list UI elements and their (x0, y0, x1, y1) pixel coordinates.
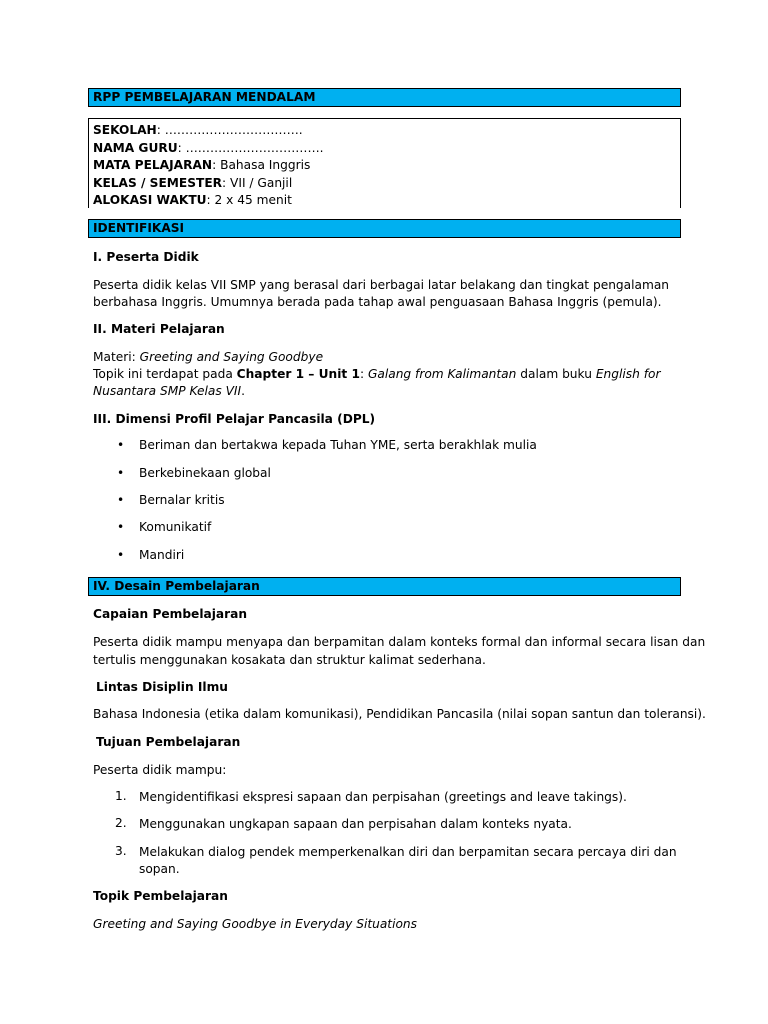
identifikasi-bar (88, 219, 681, 238)
bullet: • (117, 520, 125, 534)
lintas-disiplin-heading: Lintas Disiplin Ilmu (96, 680, 228, 694)
list-number: 1. (115, 789, 127, 803)
capaian-heading: Capaian Pembelajaran (93, 607, 248, 621)
list-item: Bernalar kritis (139, 493, 225, 507)
topik-pembelajaran-heading: Topik Pembelajaran (93, 889, 228, 903)
section-heading-dpl: III. Dimensi Profil Pelajar Pancasila (DPL) (93, 412, 376, 426)
lintas-disiplin-text: Bahasa Indonesia (etika dalam komunikasi), Pendidikan Pancasila (nilai sopan santun dan toleransi). (93, 707, 706, 721)
topik-line-2: Nusantara SMP Kelas VII. (93, 384, 245, 398)
bullet: • (117, 493, 125, 507)
title-bar (88, 88, 681, 107)
bullet: • (117, 548, 125, 562)
tujuan-heading: Tujuan Pembelajaran (96, 735, 241, 749)
peserta-didik-line-2: berbahasa Inggris. Umumnya berada pada tahap awal penguasaan Bahasa Inggris (pemula). (93, 295, 662, 309)
list-item: Komunikatif (139, 520, 212, 534)
peserta-didik-line-1: Peserta didik kelas VII SMP yang berasal dari berbagai latar belakang dan tingkat pengalaman (93, 278, 670, 292)
document-title: RPP PEMBELAJARAN MENDALAM (93, 90, 316, 104)
capaian-line-1: Peserta didik mampu menyapa dan berpamitan dalam konteks formal dan informal secara lisan dan (93, 635, 706, 649)
bullet: • (117, 438, 125, 452)
info-box (88, 118, 681, 208)
section-heading-peserta-didik: I. Peserta Didik (93, 250, 199, 264)
section-heading-materi: II. Materi Pelajaran (93, 322, 225, 336)
info-row: MATA PELAJARAN: Bahasa Inggris (93, 158, 311, 173)
list-item: Mandiri (139, 548, 185, 562)
topik-line-1: Topik ini terdapat pada Chapter 1 – Unit 1: Galang from Kalimantan dalam buku English for (93, 367, 661, 381)
capaian-line-2: tertulis menggunakan kosakata dan struktur kalimat sederhana. (93, 653, 486, 667)
list-number: 3. (115, 844, 127, 858)
desain-bar (88, 577, 681, 596)
list-item: Mengidentifikasi ekspresi sapaan dan perpisahan (greetings and leave takings). (139, 790, 627, 804)
info-row: KELAS / SEMESTER: VII / Ganjil (93, 175, 293, 190)
list-item: Menggunakan ungkapan sapaan dan perpisahan dalam konteks nyata. (139, 817, 572, 831)
info-row: ALOKASI WAKTU: 2 x 45 menit (93, 193, 292, 208)
tujuan-intro: Peserta didik mampu: (93, 763, 227, 777)
info-row: SEKOLAH: ……………………………. (93, 123, 303, 137)
identifikasi-heading: IDENTIFIKASI (93, 221, 185, 235)
list-item: Melakukan dialog pendek memperkenalkan diri dan berpamitan secara percaya diri dan (139, 845, 677, 859)
list-item: Beriman dan bertakwa kepada Tuhan YME, serta berakhlak mulia (139, 438, 537, 452)
list-item-continuation: sopan. (139, 862, 180, 876)
bullet: • (117, 466, 125, 480)
list-number: 2. (115, 816, 127, 830)
topik-pembelajaran-text: Greeting and Saying Goodbye in Everyday Situations (93, 917, 418, 931)
materi-line: Materi: Greeting and Saying Goodbye (93, 350, 324, 364)
list-item: Berkebinekaan global (139, 466, 271, 480)
info-row: NAMA GURU: ……………………………. (93, 140, 324, 155)
desain-heading: IV. Desain Pembelajaran (93, 579, 260, 593)
